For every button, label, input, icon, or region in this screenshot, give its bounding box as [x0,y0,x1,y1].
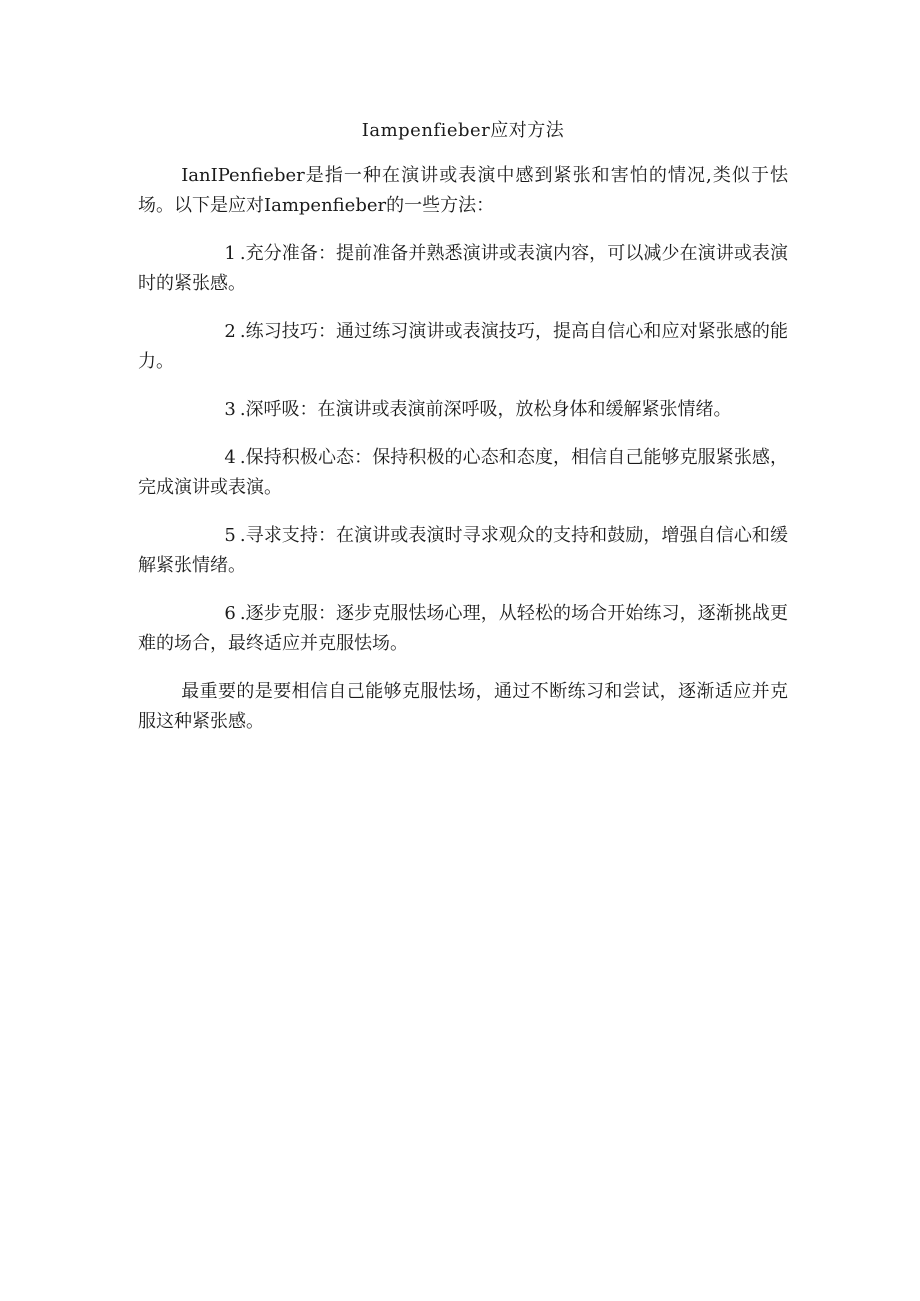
list-item-2 [138,317,788,377]
list-item-6 [138,599,788,659]
document-body [138,116,788,755]
list-item-1 [138,239,788,299]
item-number: 4 [224,447,236,468]
conclusion-paragraph: 最重要的是要相信自己能够克服怯场，通过不断练习和尝试，逐渐适应并克服这种紧张感。 [138,681,788,732]
item-number: 5 [224,525,236,546]
page-title: Iampenfieber应对方法 [361,120,565,141]
list-item-5 [138,521,788,581]
item-number: 1 [224,243,236,264]
item-text: .逐步克服：逐步克服怯场心理，从轻松的场合开始练习，逐渐挑战更难的场合，最终适应并克服怯场。 [138,603,788,654]
item-text: .深呼吸：在演讲或表演前深呼吸，放松身体和缓解紧张情绪。 [239,399,732,420]
list-item-4 [138,443,788,503]
item-text: .充分准备：提前准备并熟悉演讲或表演内容，可以减少在演讲或表演时的紧张感。 [138,243,788,294]
item-text: .保持积极心态：保持积极的心态和态度，相信自己能够克服紧张感，完成演讲或表演。 [138,447,788,498]
item-text: .练习技巧：通过练习演讲或表演技巧，提高自信心和应对紧张感的能力。 [138,321,788,372]
item-text: .寻求支持：在演讲或表演时寻求观众的支持和鼓励，增强自信心和缓解紧张情绪。 [138,525,788,576]
item-number: 2 [224,321,236,342]
item-number: 3 [224,399,236,420]
list-item-3 [138,395,788,425]
item-number: 6 [224,603,236,624]
intro-paragraph: IanIPenfieber是指一种在演讲或表演中感到紧张和害怕的情况,类似于怯场。以下是应对Iampenfieber的一些方法： [138,165,788,216]
